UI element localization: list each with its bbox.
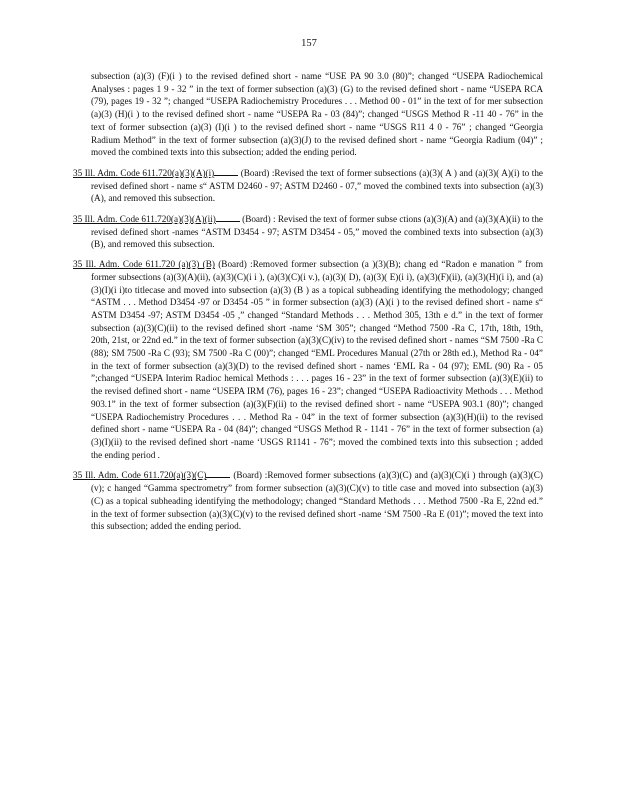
entry-text: (Board) :Removed former subsection (a )(3)(B); chang ed “Radon e manation ” from former subsections (a)(3)(A)(ii), (a)(3)(C)(i i ), (a)(3)(C)(i v.), (a)(3)( D), (a)(3)( E)(i i), (a)(3)(F)(ii), (a)(3)(H)(i i), and (a)(3)(I)(i i)to titlecase and moved into subsection (a)(3) (B ) as a topical subheading identifying the methodology; changed “ASTM . . . Method D3454 -97 or D3454 -05 ” in former subsection (a)(3) (A)(i ) to the revised defined short - name s“ ASTM D3454 -97; ASTM D3454 -05 ,” changed “Standard Methods . . . Method 305, 13th e d.” in the text of former subsection (a)(3)(C)(ii) to the revised defined short -name ‘SM 305”; changed “Method 7500 -Ra C, 17th, 18th, 19th, 20th, 21st, or 22nd ed.” in the text of former subsection (a)(3)(C)(iv) to the revised defined short - names “SM 7500 -Ra C (88); SM 7500 -Ra C (93); SM 7500 -Ra C (00)”; changed “EML Procedures Manual (27th or 28th ed.), Method Ra - 04” in the text of former subsection (a)(3)(D) to the revised defined short - names ‘EML Ra - 04 (97); EML (90) Ra - 05 ”;changed “USEPA Interim Radioc hemical Methods : . . . pages 16 - 23” in the text of former subsection (a)(3)(E)(ii) to the revised defined short - name “USEPA IRM (76), pages 16 - 23”; changed “USEPA Radioactivity Methods . . . Method 903.1” in the text of former subsection (a)(3)(F)(ii) to the revised defined short - name “USEPA 903.1 (80)”; changed “USEPA Radiochemistry Procedures . . . Method Ra - 04” in the text of former subsection (a)(3)(H)(ii) to the revised defined short - name “USEPA Ra - 04 (84)”; changed “USGS Method R - 1141 - 76” in the text of former subsection (a)(3)(I)(ii) to the revised defined short -name ‘USGS R1141 - 76”; moved the combined texts into this subsection ; added the ending period . <box>91 259 543 460</box>
amendment-entry <box>73 468 543 533</box>
paragraph-text: subsection (a)(3) (F)(i ) to the revised defined short - name “USE PA 90 3.0 (80)”; changed “USEPA Radiochemical Analyses : pages 1 9 - 32 ” in the text of former subsection (a)(3) (G) to the revised defined short - name “USEPA RCA (79), pages 19 - 32 ”; changed “USEPA Radiochemistry Procedures . . . Method 00 - 01” in the text of for mer subsection (a)(3) (H)(i ) to the revised defined short - name “USEPA Ra - 03 (84)”; changed “USGS Method R -11 40 - 76” in the text of former subsection (a)(3) (I)(i ) to the revised defined short - name “USGS R11 4 0 - 76” ; changed “Georgia Radium Method” in the text of former subsection (a)(3)(J) to the revised defined short - name “Georgia Radium (04)” ; moved the combined texts into this subsection; added the ending period. <box>91 71 543 158</box>
citation-underline <box>216 212 240 222</box>
entry-text: (Board) :Revised the text of former subsections (a)(3)( A ) and (a)(3)( A)(i) to the revised defined short - name s“ ASTM D2460 - 97; ASTM D2460 - 07,” moved the combined texts into subsection (a)(3)(A), and removed this subsection. <box>91 167 543 204</box>
citation: 35 Ill. Adm. Code 611.720 (a)(3) (B) <box>73 259 215 270</box>
citation: 35 Ill. Adm. Code 611.720(a)(3)(C) <box>73 470 207 481</box>
amendment-entry <box>73 166 543 205</box>
entry-text: (Board) :Removed former subsections (a)(3)(C) and (a)(3)(C)(i ) through (a)(3)(C)(v); c hanged “Gamma spectrometry” from former subsection (a)(3)(C)(v) to title case and moved into subsection (a)(3)(C) as a topical subheading identifying the methodology; changed “Standard Methods . . . Method 7500 -Ra E, 22nd ed.” in the text of former subsection (a)(3)(C)(v) to the revised defined short -name ‘SM 7500 -Ra E (01)”; moved the text into this subsection; added the ending period. <box>91 470 543 532</box>
amendment-entry <box>73 212 543 251</box>
citation-underline <box>214 166 238 176</box>
document-body <box>73 70 543 540</box>
citation: 35 Ill. Adm. Code 611.720(a)(3)(A)(ii) <box>73 214 216 225</box>
citation: 35 Ill. Adm. Code 611.720(a)(3)(A)(i) <box>73 167 215 178</box>
entry-text: (Board) : Revised the text of former subse ctions (a)(3)(A) and (a)(3)(A)(ii) to the revised defined short -names “ASTM D3454 - 97; ASTM D3454 - 05,” moved the combined texts into subsection (a)(3)(B), and removed this subsection. <box>91 214 543 250</box>
continuation-paragraph <box>73 70 543 159</box>
citation-underline <box>206 468 230 478</box>
amendment-entry <box>73 258 543 461</box>
page-number: 157 <box>301 38 317 49</box>
